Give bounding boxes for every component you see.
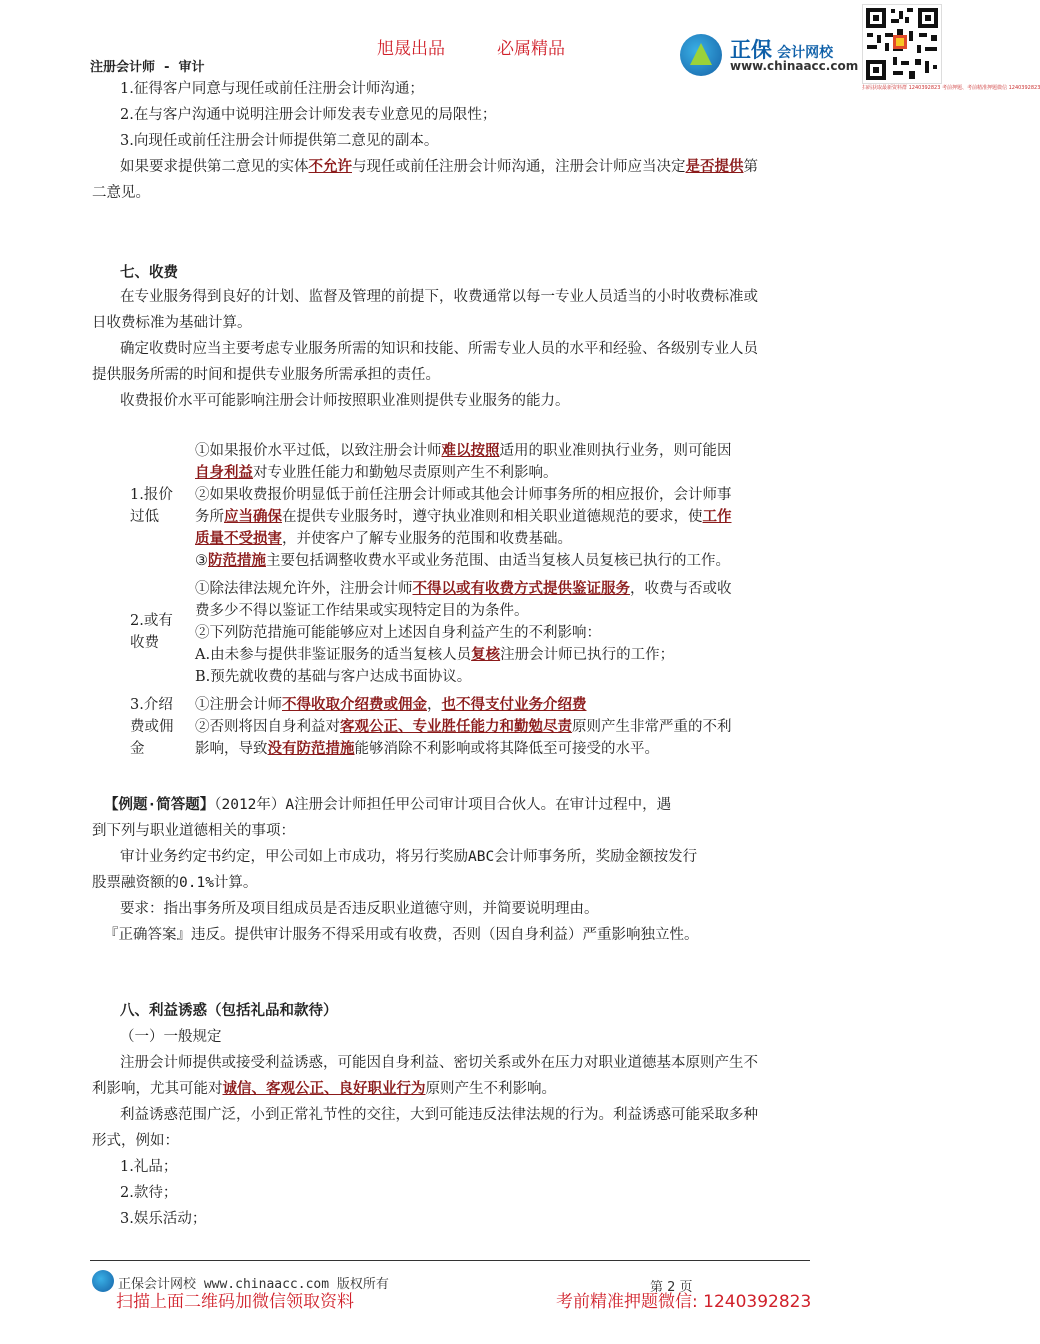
text-line: 形式，例如： bbox=[92, 1133, 179, 1149]
logo-name: 正保 bbox=[730, 38, 772, 62]
section-heading-7: 七、收费 bbox=[120, 265, 178, 281]
section-heading-8: 八、利益诱惑（包括礼品和款待） bbox=[120, 1003, 338, 1019]
text-line: 3.向现任或前任注册会计师提供第二意见的副本。 bbox=[120, 133, 439, 149]
logo-sub: 会计网校 bbox=[777, 45, 834, 61]
promo-top-right: 必属精品 bbox=[497, 39, 565, 59]
table-cell: 影响，导致没有防范措施能够消除不利影响或将其降低至可接受的水平。 bbox=[195, 740, 659, 757]
table-cell: B.预先就收费的基础与客户达成书面协议。 bbox=[195, 669, 472, 685]
text-line: 审计业务约定书约定，甲公司如上市成功，将另行奖励ABC会计师事务所，奖励金额按发行 bbox=[120, 849, 698, 865]
list-item: 2.款待； bbox=[120, 1185, 178, 1201]
promo-top-left: 旭晟出品 bbox=[377, 39, 445, 59]
list-item: 1.礼品； bbox=[120, 1159, 178, 1175]
promo-bottom-right: 考前精准押题微信: 1240392823 bbox=[556, 1292, 812, 1312]
text-line: 在专业服务得到良好的计划、监督及管理的前提下，收费通常以每一专业人员适当的小时收费标准或 bbox=[120, 289, 758, 305]
text-line: 日收费标准为基础计算。 bbox=[92, 315, 252, 331]
brand-logo[interactable] bbox=[680, 32, 860, 80]
text-line: 收费报价水平可能影响注册会计师按照职业准则提供专业服务的能力。 bbox=[120, 393, 570, 409]
table-cell: ①如果报价水平过低，以致注册会计师难以按照适用的职业准则执行业务，则可能因 bbox=[195, 442, 732, 459]
table-cell: ②如果收费报价明显低于前任注册会计师或其他会计师事务所的相应报价，会计师事 bbox=[195, 487, 732, 503]
text-line: 利影响，尤其可能对诚信、客观公正、良好职业行为原则产生不利影响。 bbox=[92, 1080, 556, 1097]
logo-url: www.chinaacc.com bbox=[730, 59, 859, 73]
qr-caption: 扫码获取最新资料群 1240392823 考前押题、考前精准押题微信 1240392823 bbox=[862, 85, 1040, 91]
highlight: 不允许 bbox=[308, 158, 352, 175]
text-line: 提供服务所需的时间和提供专业服务所需承担的责任。 bbox=[92, 367, 440, 383]
table-category-3: 3.介绍 费或佣 金 bbox=[130, 697, 174, 757]
promo-bottom-left: 扫描上面二维码加微信领取资料 bbox=[116, 1292, 354, 1312]
page-number: 第 2 页 bbox=[650, 1280, 693, 1295]
table-cell: ②否则将因自身利益对客观公正、专业胜任能力和勤勉尽责原则产生非常严重的不利 bbox=[195, 718, 732, 735]
table-category-1: 1.报价 过低 bbox=[130, 487, 173, 525]
footer-logo-icon bbox=[92, 1270, 114, 1292]
logo-icon bbox=[680, 34, 722, 76]
example-title: 【例题·简答题】（2012年）A注册会计师担任甲公司审计项目合伙人。在审计过程中，遇 bbox=[104, 797, 672, 813]
text-line: 2.在与客户沟通中说明注册会计师发表专业意见的局限性； bbox=[120, 107, 497, 123]
subheading: （一）一般规定 bbox=[120, 1029, 222, 1045]
text-line: 确定收费时应当主要考虑专业服务所需的知识和技能、所需专业人员的水平和经验、各级别专业人员 bbox=[120, 341, 758, 357]
text-line: 要求：指出事务所及项目组成员是否违反职业道德守则，并简要说明理由。 bbox=[120, 901, 599, 917]
table-cell: 质量不受损害，并使客户了解专业服务的范围和收费基础。 bbox=[195, 530, 572, 547]
table-cell: A.由未参与提供非鉴证服务的适当复核人员复核注册会计师已执行的工作； bbox=[195, 646, 675, 663]
text-line: 到下列与职业道德相关的事项： bbox=[92, 823, 295, 839]
qr-code-icon[interactable] bbox=[862, 4, 942, 84]
text-line: 二意见。 bbox=[92, 185, 150, 201]
text-line: 1.征得客户同意与现任或前任注册会计师沟通； bbox=[120, 81, 424, 97]
footer-divider bbox=[90, 1260, 810, 1261]
table-cell: 费多少不得以鉴证工作结果或实现特定目的为条件。 bbox=[195, 603, 529, 619]
table-cell: ①除法律法规允许外，注册会计师不得以或有收费方式提供鉴证服务，收费与否或收 bbox=[195, 580, 732, 597]
table-cell: ③防范措施主要包括调整收费水平或业务范围、由适当复核人员复核已执行的工作。 bbox=[195, 552, 730, 569]
table-cell: ②下列防范措施可能能够应对上述因自身利益产生的不利影响： bbox=[195, 625, 601, 641]
course-title: 注册会计师 - 审计 bbox=[90, 60, 205, 75]
list-item: 3.娱乐活动； bbox=[120, 1211, 207, 1227]
text-line: 注册会计师提供或接受利益诱惑，可能因自身利益、密切关系或外在压力对职业道德基本原则产生不 bbox=[120, 1055, 758, 1071]
text-line: 如果要求提供第二意见的实体不允许与现任或前任注册会计师沟通，注册会计师应当决定是否提供第 bbox=[120, 158, 758, 175]
text-line: 股票融资额的0.1%计算。 bbox=[92, 875, 258, 891]
table-category-2: 2.或有 收费 bbox=[130, 613, 173, 651]
highlight: 是否提供 bbox=[685, 158, 744, 175]
table-cell: 务所应当确保在提供专业服务时，遵守执业准则和相关职业道德规范的要求，使工作 bbox=[195, 508, 732, 525]
table-cell: ①注册会计师不得收取介绍费或佣金，也不得支付业务介绍费 bbox=[195, 696, 587, 713]
text-line: 利益诱惑范围广泛，小到正常礼节性的交往，大到可能违反法律法规的行为。利益诱惑可能采取多种 bbox=[120, 1107, 758, 1123]
table-cell: 自身利益对专业胜任能力和勤勉尽责原则产生不利影响。 bbox=[195, 464, 558, 481]
footer-copyright: 正保会计网校 www.chinaacc.com 版权所有 bbox=[118, 1277, 389, 1292]
answer-line: 『正确答案』违反。提供审计服务不得采用或有收费，否则（因自身利益）严重影响独立性。 bbox=[104, 927, 699, 943]
